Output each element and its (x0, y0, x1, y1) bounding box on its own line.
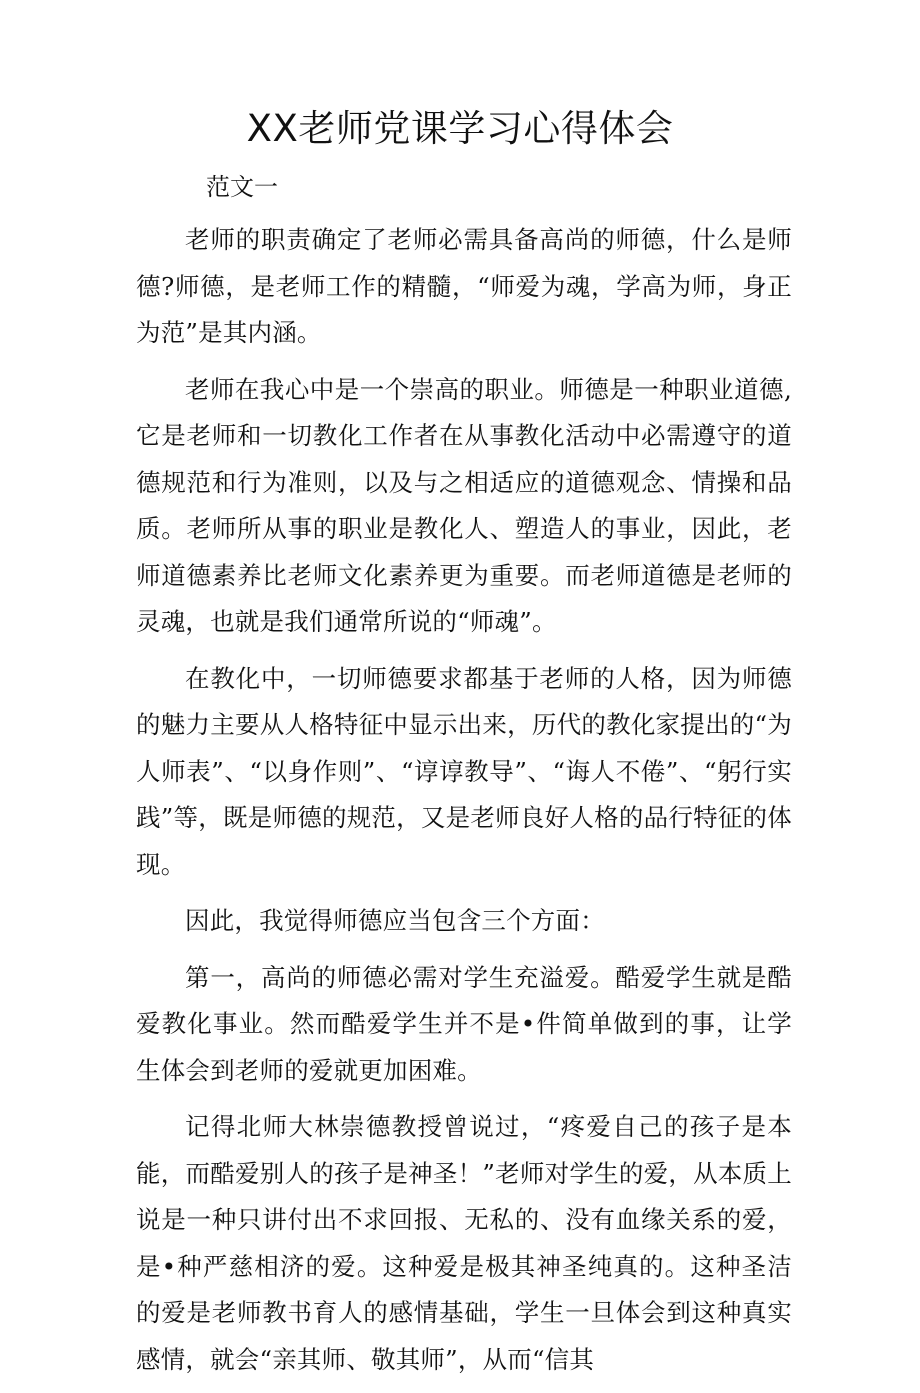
paragraph-1: 老师的职责确定了老师必需具备高尚的师德，什么是师德?师德，是老师工作的精髓，“师爱为魂，学高为师，身正为范”是其内涵。 (136, 225, 792, 347)
paragraph-2: 老师在我心中是一个崇高的职业。师德是一种职业道德,它是老师和一切教化工作者在从事教化活动中必需遵守的道德规范和行为准则，以及与之相适应的道德观念、情操和品质。老师所从事的职业是教化人、塑造人的事业，因此，老师道德素养比老师文化素养更为重要。而老师道德是老师的灵魂，也就是我们通常所说的“师魂”。 (136, 374, 792, 636)
document-title: XX老师党课学习心得体会 (246, 107, 674, 150)
paragraph-3: 在教化中，一切师德要求都基于老师的人格，因为师德的魅力主要从人格特征中显示出来，历代的教化家提出的“为人师表”、“以身作则”、“谆谆教导”、“诲人不倦”、“躬行实践”等，既是师德的规范，又是老师良好人格的品行特征的体现。 (136, 663, 792, 879)
section-subtitle: 范文一 (206, 173, 278, 201)
paragraph-6: 记得北师大林崇德教授曾说过，“疼爱自己的孩子是本能，而酷爱别人的孩子是神圣！”老师对学生的爱，从本质上说是一种只讲付出不求回报、无私的、没有血缘关系的爱，是•种严慈相济的爱。这种爱是极其神圣纯真的。这种圣洁的爱是老师教书育人的感情基础，学生一旦体会到这种真实感情，就会“亲其师、敬其师”，从而“信其 (136, 1112, 792, 1374)
document-body (136, 217, 792, 1393)
paragraph-4: 因此，我觉得师德应当包含三个方面： (185, 906, 605, 935)
paragraph-5: 第一，高尚的师德必需对学生充溢爱。酷爱学生就是酷爱教化事业。然而酷爱学生并不是•件简单做到的事，让学生体会到老师的爱就更加困难。 (136, 962, 792, 1085)
